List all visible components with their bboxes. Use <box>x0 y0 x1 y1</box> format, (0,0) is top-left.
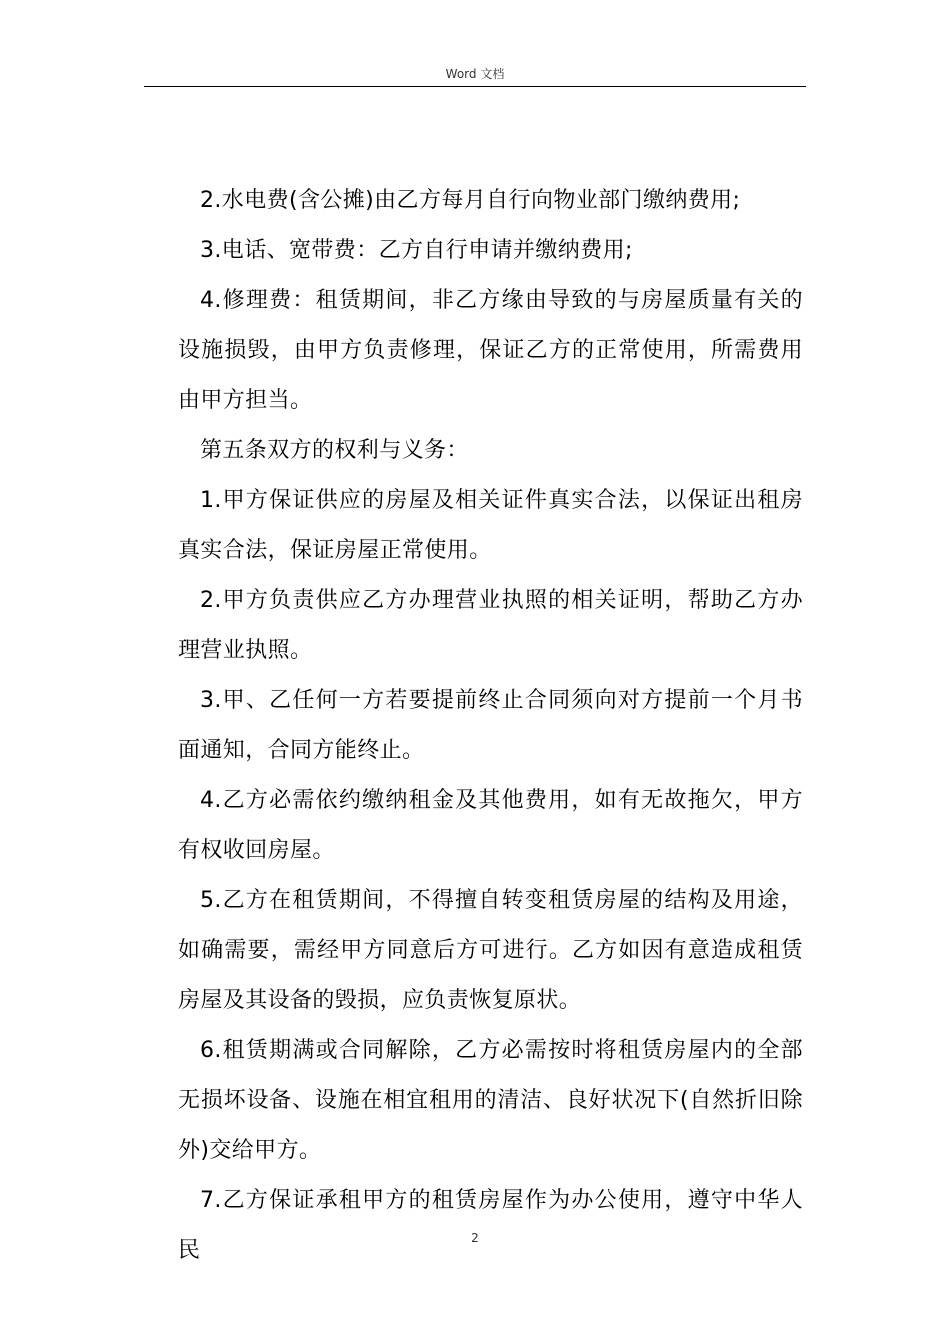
paragraph: 3.电话、宽带费：乙方自行申请并缴纳费用; <box>200 238 633 263</box>
paragraph: 2.水电费(含公摊)由乙方每月自行向物业部门缴纳费用; <box>200 188 741 213</box>
header-divider <box>144 86 806 87</box>
page-number: 2 <box>471 1231 479 1245</box>
paragraph: 1.甲方保证供应的房屋及相关证件真实合法，以保证出租房真实合法，保证房屋正常使用。 <box>178 488 803 563</box>
paragraph: 6.租赁期满或合同解除，乙方必需按时将租赁房屋内的全部无损坏设备、设施在相宜租用的清洁、良好状况下(自然折旧除外)交给甲方。 <box>178 1038 803 1163</box>
paragraph: 3.甲、乙任何一方若要提前终止合同须向对方提前一个月书面通知，合同方能终止。 <box>178 688 803 763</box>
paragraph: 2.甲方负责供应乙方办理营业执照的相关证明，帮助乙方办理营业执照。 <box>178 588 803 663</box>
page-header-title: Word 文档 <box>445 67 505 81</box>
document-body <box>178 176 803 1276</box>
paragraph: 4.乙方必需依约缴纳租金及其他费用，如有无故拖欠，甲方有权收回房屋。 <box>178 788 803 863</box>
paragraph: 4.修理费：租赁期间，非乙方缘由导致的与房屋质量有关的设施损毁，由甲方负责修理，保证乙方的正常使用，所需费用由甲方担当。 <box>178 288 803 413</box>
section-heading: 第五条双方的权利与义务： <box>200 438 469 463</box>
paragraph: 5.乙方在租赁期间，不得擅自转变租赁房屋的结构及用途，如确需要，需经甲方同意后方可进行。乙方如因有意造成租赁房屋及其设备的毁损，应负责恢复原状。 <box>178 888 803 1013</box>
paragraph: 7.乙方保证承租甲方的租赁房屋作为办公使用，遵守中华人民 <box>178 1188 803 1263</box>
